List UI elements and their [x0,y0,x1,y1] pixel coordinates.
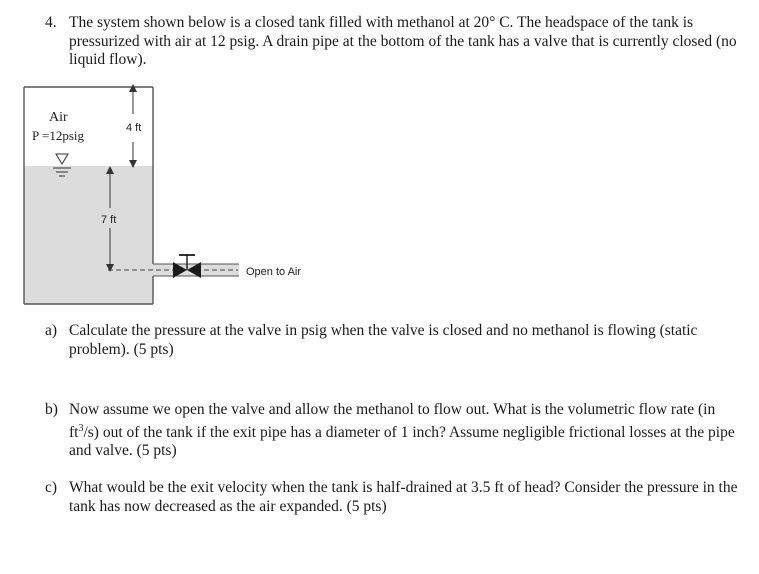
part-c-text: What would be the exit velocity when the tank is half-drained at 3.5 ft of head? Consider the pressure in the tank has now decreased as the air expanded. (5 pts) [69,479,738,515]
part-b-text-start: Now assume we open the valve and allow the methanol to flow out. What is the volumetric flow rate (in ft [69,401,716,441]
part-b-text-end: /s) out of the tank if the exit pipe has a diameter of 1 inch? Assume negligible frictional losses at the pipe and valve. (5 pts) [69,423,735,460]
part-b-superscript: 3 [78,422,84,434]
part-b-label: b) [45,401,58,418]
part-a-label: a) [45,322,58,339]
outlet-label: Open to Air [246,266,302,278]
headspace-height-label: 4 ft [126,122,142,134]
question-number: 4. [45,14,57,31]
liquid-height-label: 7 ft [101,214,117,226]
pressure-label: P =12psig [32,128,84,143]
part-b-text [69,401,739,461]
methanol-liquid [24,166,153,304]
air-label: Air [49,110,68,125]
part-c-label: c) [45,479,58,496]
part-a-text: Calculate the pressure at the valve in psig when the valve is closed and no methanol is flowing (static problem). (5 pts) [69,322,698,358]
question-text: The system shown below is a closed tank filled with methanol at 20° C. The headspace of the tank is pressurized with air at 12 psig. A drain pipe at the bottom of the tank has a valve that is currently closed (no liquid flow). [69,14,737,68]
